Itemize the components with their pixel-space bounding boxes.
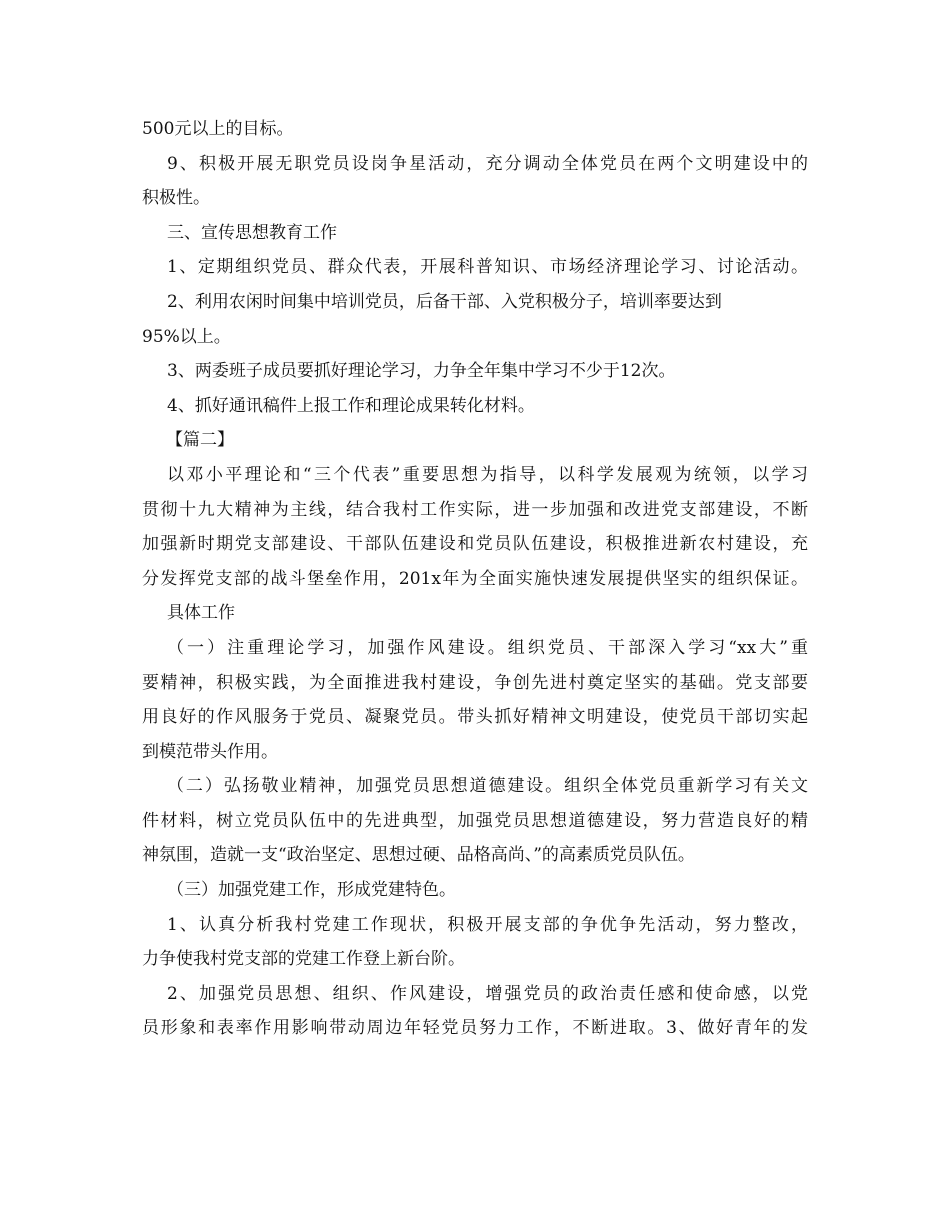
text-line: 用良好的作风服务于党员、凝聚党员。带头抓好精神文明建设，使党员干部切实起 xyxy=(142,707,808,728)
text-line: 3、两委班子成员要抓好理论学习，力争全年集中学习不少于12次。 xyxy=(167,361,676,382)
text-line: 要精神，积极实践，为全面推进我村建设，争创先进村奠定坚实的基础。党支部要 xyxy=(142,672,808,693)
text-line: 神氛围，造就一支“政治坚定、思想过硬、品格高尚、”的高素质党员队伍。 xyxy=(142,845,695,866)
text-line: 2、利用农闲时间集中培训党员，后备干部、入党积极分子，培训率要达到 xyxy=(167,291,722,312)
text-line: 员形象和表率作用影响带动周边年轻党员努力工作，不断进取。3、做好青年的发 xyxy=(142,1018,808,1039)
text-line: 1、认真分析我村党建工作现状，积极开展支部的争优争先活动，努力整改， xyxy=(167,914,808,935)
text-line: 1、定期组织党员、群众代表，开展科普知识、市场经济理论学习、讨论活动。 xyxy=(167,257,808,278)
text-line: 500元以上的目标。 xyxy=(142,119,294,139)
text-line: （三）加强党建工作，形成党建特色。 xyxy=(167,880,456,901)
text-line: （二）弘扬敬业精神，加强党员思想道德建设。组织全体党员重新学习有关文 xyxy=(167,776,808,797)
text-line: 95%以上。 xyxy=(142,326,231,347)
text-line: 积极性。 xyxy=(142,188,210,209)
text-line: 加强新时期党支部建设、干部队伍建设和党员队伍建设，积极推进新农村建设，充 xyxy=(142,534,808,555)
text-line: 到模范带头作用。 xyxy=(142,741,278,762)
text-line: 2、加强党员思想、组织、作风建设，增强党员的政治责任感和使命感，以党 xyxy=(167,983,808,1004)
text-line: 9、积极开展无职党员设岗争星活动，充分调动全体党员在两个文明建设中的 xyxy=(167,153,808,174)
text-line: 贯彻十九大精神为主线，结合我村工作实际，进一步加强和改进党支部建设，不断 xyxy=(142,499,808,520)
text-line: （一）注重理论学习，加强作风建设。组织党员、干部深入学习“xx大”重 xyxy=(167,637,808,658)
text-line: 分发挥党支部的战斗堡垒作用，201x年为全面实施快速发展提供坚实的组织保证。 xyxy=(142,568,808,589)
text-line: 三、宣传思想教育工作 xyxy=(167,222,337,243)
text-line: 具体工作 xyxy=(167,603,235,624)
text-line: 力争使我村党支部的党建工作登上新台阶。 xyxy=(142,949,465,970)
text-line: 4、抓好通讯稿件上报工作和理论成果转化材料。 xyxy=(167,395,535,416)
text-line: 【篇二】 xyxy=(166,430,234,451)
document-page xyxy=(142,112,808,1046)
text-line: 以邓小平理论和“三个代表”重要思想为指导，以科学发展观为统领，以学习 xyxy=(167,464,808,485)
text-line: 件材料，树立党员队伍中的先进典型，加强党员思想道德建设，努力营造良好的精 xyxy=(142,810,808,831)
